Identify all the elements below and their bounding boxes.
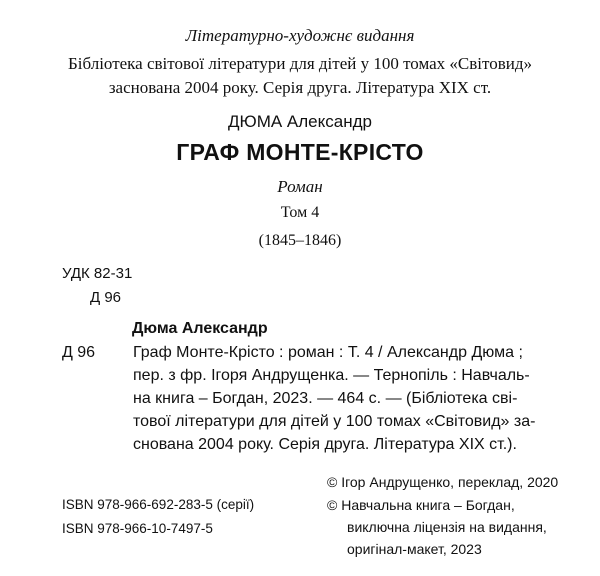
years-label: (1845–1846) [258,232,342,249]
author-mark: Д 96 [90,289,122,306]
bibliographic-author: Дюма Александр [132,320,268,337]
volume-label: Том 4 [280,204,320,221]
udk-code: УДК 82-31 [62,265,133,282]
bibliographic-line: тової літератури для дітей у 100 томах «Світовид» за- [133,413,536,430]
library-series-line: Бібліотека світової літератури для дітей у 100 томах «Світовид» [68,54,532,73]
bibliographic-line: пер. з фр. Ігоря Андрущенка. — Тернопіль : Навчаль- [133,367,530,384]
copyright-license: виключна ліцензія на видання, [347,519,547,535]
bibliographic-line: Граф Монте-Крісто : роман : Т. 4 / Александр Дюма ; [133,344,523,361]
copyright-layout: оригінал-макет, 2023 [347,541,482,557]
genre-label: Роман [277,177,323,196]
bibliographic-code: Д 96 [62,344,96,361]
bibliographic-line: на книга – Богдан, 2023. — 464 с. — (Бібліотека сві- [133,390,518,407]
library-series-line: заснована 2004 року. Серія друга. Література XIX ст. [108,78,492,97]
copyright-publisher: © Навчальна книга – Богдан, [327,497,515,513]
series-heading: Літературно-художнє видання [185,26,415,45]
isbn-series: ISBN 978-966-692-283-5 (серії) [62,497,255,512]
book-title: ГРАФ МОНТЕ-КРІСТО [176,139,424,165]
copyright-translation: © Ігор Андрущенко, переклад, 2020 [327,474,559,490]
author-name: ДЮМА Александр [228,112,372,131]
isbn-volume: ISBN 978-966-10-7497-5 [62,521,213,536]
bibliographic-line: снована 2004 року. Серія друга. Література XIX ст.). [133,436,517,453]
